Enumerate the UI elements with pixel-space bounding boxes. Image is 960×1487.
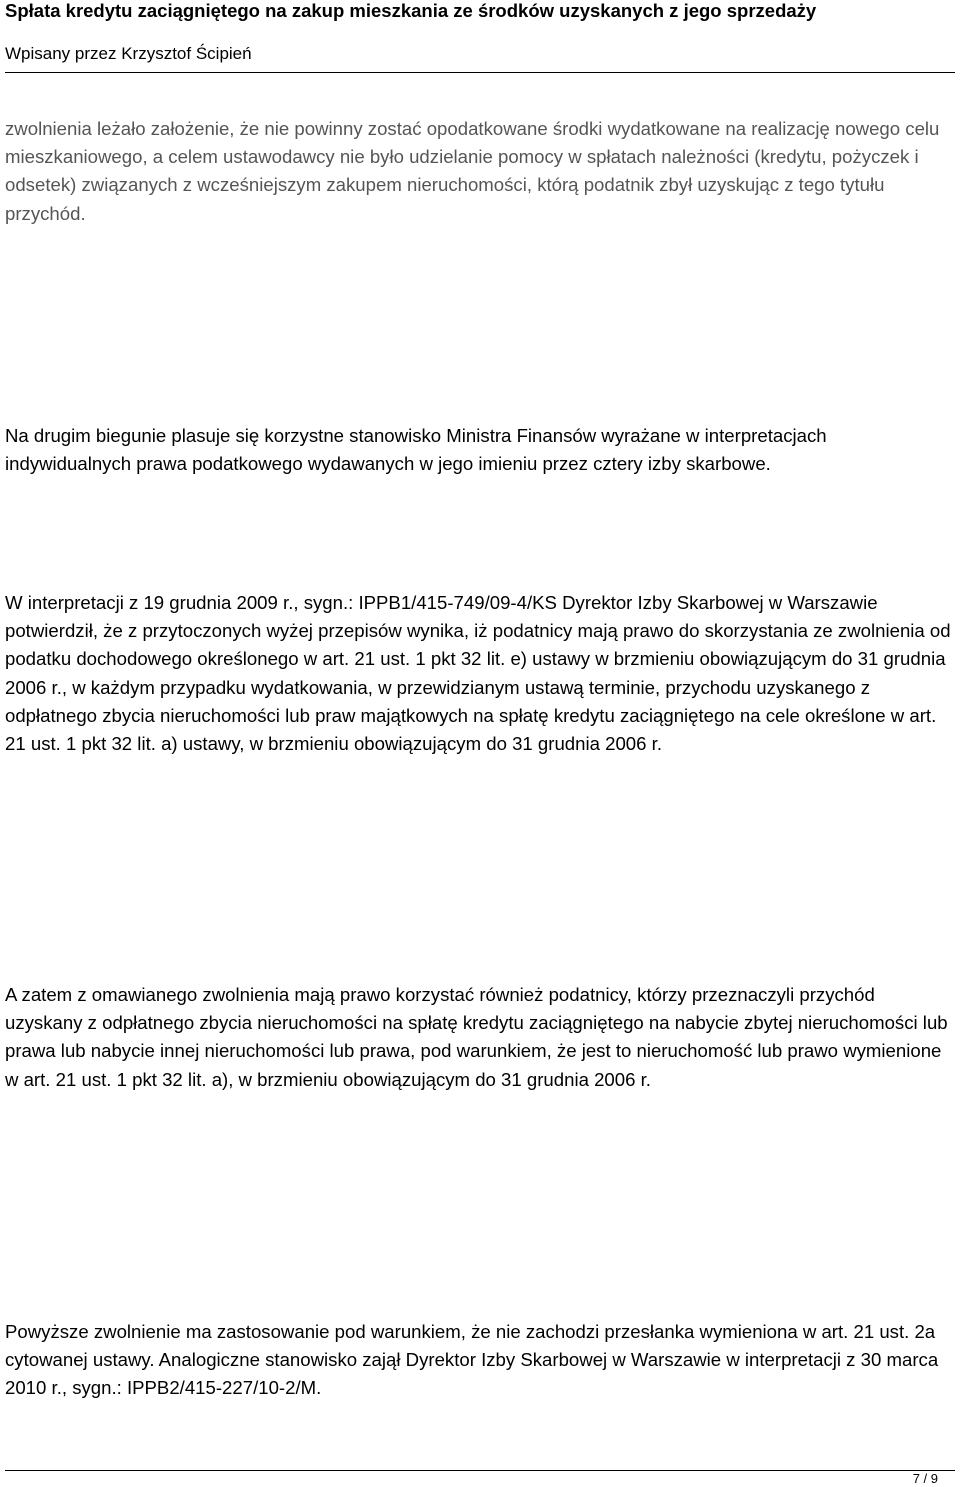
footer-divider bbox=[5, 1470, 955, 1471]
author-line: Wpisany przez Krzysztof Ścipień bbox=[5, 44, 252, 63]
header-divider bbox=[5, 72, 955, 73]
paragraph-5: Powyższe zwolnienie ma zastosowanie pod warunkiem, że nie zachodzi przesłanka wymieniona w art. 21 ust. 2a cytowanej ustawy. Analogiczne stanowisko zajął Dyrektor Izby Skarbowej w Warszawie w interpretacji z 30 marca 2010 r., sygn.: IPPB2/415-227/10-2/M. bbox=[5, 1321, 939, 1399]
paragraph-1: zwolnienia leżało założenie, że nie powinny zostać opodatkowane środki wydatkowane na realizację nowego celu mieszkaniowego, a celem ustawodawcy nie było udzielanie pomocy w spłatach należności (kredytu, pożyczek i odsetek) związanych z wcześniejszym zakupem nieruchomości, którą podatnik zbył uzyskując z tego tytułu przychód. bbox=[5, 118, 940, 224]
paragraph-4: A zatem z omawianego zwolnienia mają prawo korzystać również podatnicy, którzy przeznaczyli przychód uzyskany z odpłatnego zbycia nieruchomości na spłatę kredytu zaciągniętego na nabycie zbytej nieruchomości lub prawa lub nabycie innej nieruchomości lub prawa, pod warunkiem, że jest to nieruchomość lub prawo wymienione w art. 21 ust. 1 pkt 32 lit. a), w brzmieniu obowiązującym do 31 grudnia 2006 r. bbox=[5, 984, 948, 1090]
paragraph-2: Na drugim biegunie plasuje się korzystne stanowisko Ministra Finansów wyrażane w interpretacjach indywidualnych prawa podatkowego wydawanych w jego imieniu przez cztery izby skarbowe. bbox=[5, 425, 827, 475]
paragraph-3: W interpretacji z 19 grudnia 2009 r., sygn.: IPPB1/415-749/09-4/KS Dyrektor Izby Skarbowej w Warszawie potwierdził, że z przytoczonych wyżej przepisów wynika, iż podatnicy mają prawo do skorzystania ze zwolnienia od podatku dochodowego określonego w art. 21 ust. 1 pkt 32 lit. e) ustawy w brzmieniu obowiązującym do 31 grudnia 2006 r., w każdym przypadku wydatkowania, w przewidzianym ustawą terminie, przychodu uzyskanego z odpłatnego zbycia nieruchomości lub praw majątkowych na spłatę kredytu zaciągniętego na cele określone w art. 21 ust. 1 pkt 32 lit. a) ustawy, w brzmieniu obowiązującym do 31 grudnia 2006 r. bbox=[5, 592, 951, 755]
page-number: 7 / 9 bbox=[912, 1471, 938, 1486]
document-title: Spłata kredytu zaciągniętego na zakup mieszkania ze środków uzyskanych z jego sprzedaży bbox=[5, 0, 817, 21]
